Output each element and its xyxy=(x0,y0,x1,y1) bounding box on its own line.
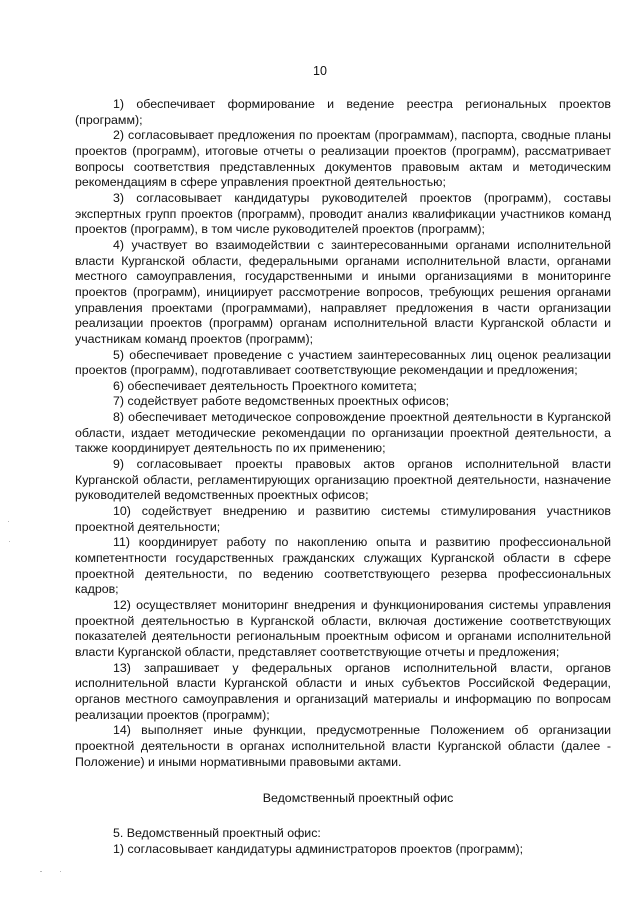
paragraph: 2) согласовывает предложения по проектам (программам), паспорта, сводные планы проектов (программ), итоговые отчеты о реализации проектов (программ), рассматривает вопросы соответствия представленных документов правовым актам и методическим рекомендациям в сфере управления проектной деятельностью; xyxy=(75,128,611,190)
paragraph: 6) обеспечивает деятельность Проектного комитета; xyxy=(113,378,417,393)
paragraph: 8) обеспечивает методическое сопровождение проектной деятельности в Курганской области, издает методические рекомендации по организации проектной деятельности, а также координирует деятельность по их применению; xyxy=(75,410,611,456)
paragraph: 5) обеспечивает проведение с участием заинтересованных лиц оценок реализации проектов (программ), подготавливает соответствующие рекомендации и предложения; xyxy=(75,347,611,378)
paragraph: 11) координирует работу по накоплению опыта и развитию профессиональной компетентности государственных гражданских служащих Курганской области в сфере проектной деятельности, по ведению соответствующего резерва профессиональных кадров; xyxy=(75,535,611,597)
paragraph: 13) запрашивает у федеральных органов исполнительной власти, органов исполнительной власти Курганской области и иных субъектов Российской Федерации, органов местного самоуправления и организаций материалы и информацию по вопросам реализации проектов (программ); xyxy=(75,660,611,722)
paragraph: 5. Ведомственный проектный офис: xyxy=(113,825,321,840)
paragraph: 9) согласовывает проекты правовых актов органов исполнительной власти Курганской области, регламентирующих организацию проектной деятельности, назначение руководителей ведомственных проектных офисов; xyxy=(75,457,611,503)
scan-speck xyxy=(60,871,61,872)
document-body xyxy=(75,97,611,857)
paragraph: 14) выполняет иные функции, предусмотренные Положением об организации проектной деятельности в органах исполнительной власти Курганской области (далее - Положение) и иными нормативными правовыми актами. xyxy=(75,723,611,769)
paragraph: 7) содействует работе ведомственных проектных офисов; xyxy=(113,394,450,409)
scan-speck xyxy=(8,521,9,522)
paragraph: 10) содействует внедрению и развитию системы стимулирования участников проектной деятельности; xyxy=(75,504,611,534)
section-title: Ведомственный проектный офис xyxy=(262,791,454,806)
scan-speck xyxy=(9,541,10,542)
paragraph: 4) участвует во взаимодействии с заинтересованными органами исполнительной власти Курганской области, федеральными органами исполнительной власти, органами местного самоуправления, государственными и иными организациями в мониторинге проектов (программ), инициирует рассмотрение вопросов, требующих решения органами управления проектами (программами), направляет предложения в части организации реализации проектов (программ) органам исполнительной власти Курганской области и участникам команд проектов (программ); xyxy=(75,237,611,346)
paragraph: 12) осуществляет мониторинг внедрения и функционирования системы управления проектной деятельностью в Курганской области, включая достижение соответствующих показателей деятельности региональным проектным офисом и органами исполнительной власти Курганской области, представляет соответствующие отчеты и предложения; xyxy=(75,598,611,659)
page-number: 10 xyxy=(313,64,327,78)
paragraph: 1) согласовывает кандидатуры администраторов проектов (программ); xyxy=(113,841,524,856)
paragraph: 3) согласовывает кандидатуры руководителей проектов (программ), составы экспертных групп проектов (программ), проводит анализ квалификации участников команд проектов (программ), в том числе руководителей проектов (программ); xyxy=(75,190,611,237)
paragraph: 1) обеспечивает формирование и ведение реестра региональных проектов (программ); xyxy=(75,97,611,127)
scan-speck xyxy=(40,871,42,872)
